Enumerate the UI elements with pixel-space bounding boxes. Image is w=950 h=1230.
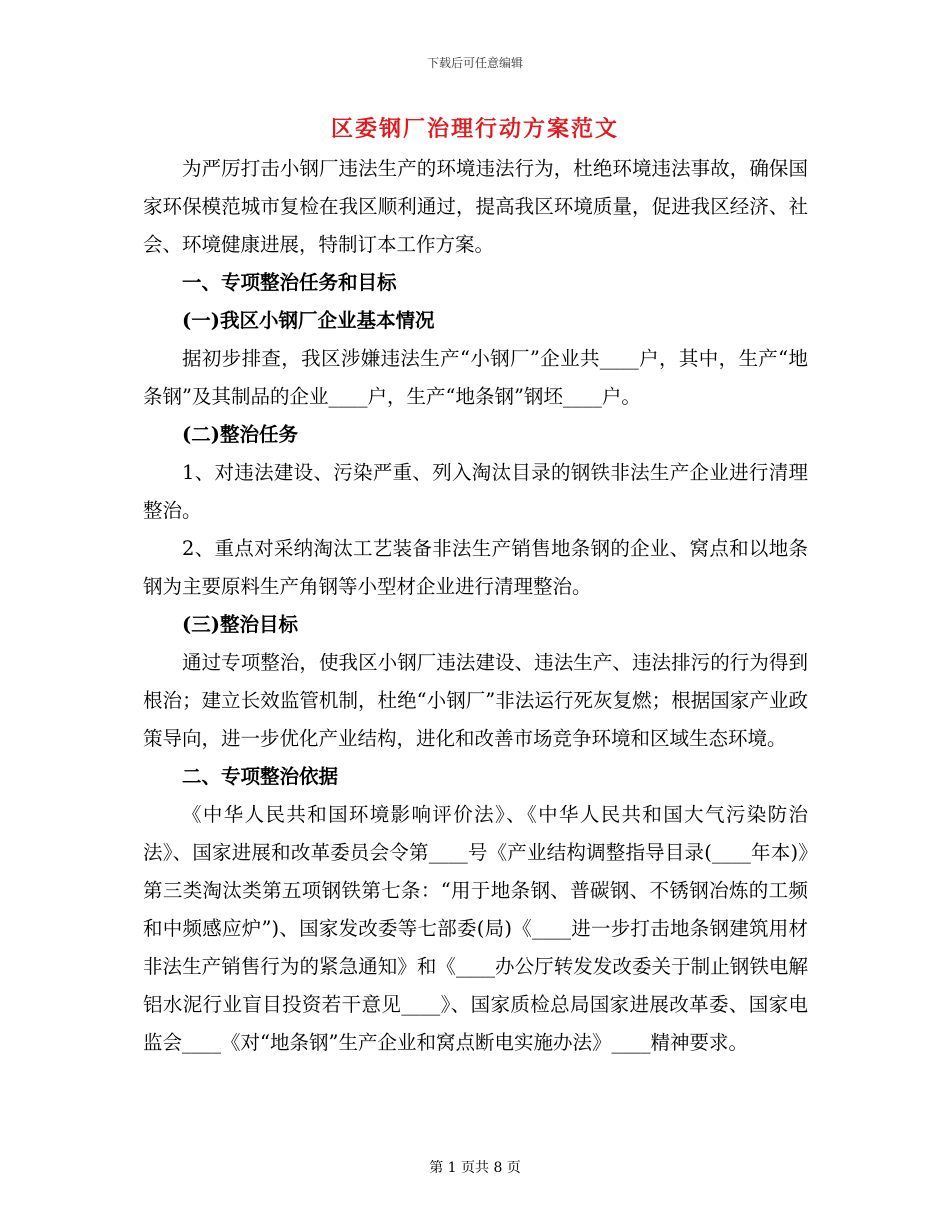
subsection-heading-2: (二)整治任务 [182, 423, 298, 446]
intro-paragraph: 为严厉打击小钢厂违法生产的环境违法行为，杜绝环境违法事故，确保国家环保模范城市复检在我区顺利通过，提高我区环境质量，促进我区经济、社会、环境健康进展，特制订本工作方案。 [143, 157, 808, 256]
task-item-2: 2、重点对采纳淘汰工艺装备非法生产销售地条钢的企业、窝点和以地条钢为主要原料生产角钢等小型材企业进行清理整治。 [143, 537, 808, 598]
section-heading-1: 一、专项整治任务和目标 [182, 271, 397, 294]
page-footer: 第 1 页共 8 页 [429, 1160, 521, 1176]
subsection-3-paragraph: 通过专项整治，使我区小钢厂违法建设、违法生产、违法排污的行为得到根治；建立长效监管机制，杜绝“小钢厂”非法运行死灰复燃；根据国家产业政策导向，进一步优化产业结构，进化和改善市场竞争环境和区域生态环境。 [143, 651, 808, 750]
header-note: 下载后可任意编辑 [426, 56, 523, 70]
subsection-heading-1: (一)我区小钢厂企业基本情况 [182, 309, 435, 332]
task-item-1: 1、对违法建设、污染严重、列入淘汰目录的钢铁非法生产企业进行清理整治。 [143, 461, 808, 522]
subsection-heading-3: (三)整治目标 [182, 613, 298, 636]
section-heading-2: 二、专项整治依据 [182, 765, 339, 788]
section-2-paragraph: 《中华人民共和国环境影响评价法》、《中华人民共和国大气污染防治法》、国家进展和改革委员会令第____号《产业结构调整指导目录(____年本)》第三类淘汰类第五项钢铁第七条：“用于地条钢、普碳钢、不锈钢冶炼的工频和中频感应炉”)、国家发改委等七部委(局)《____进一步打击地条钢建筑用材非法生产销售行为的紧急通知》和《____办公厅转发发改委关于制止钢铁电解铝水泥行业盲目投资若干意见____》、国家质检总局国家进展改革委、国家电监会____《对“地条钢”生产企业和窝点断电实施办法》____精神要求。 [143, 803, 808, 1054]
subsection-1-paragraph: 据初步排查，我区涉嫌违法生产“小钢厂”企业共____户，其中，生产“地条钢”及其制品的企业____户，生产“地条钢”钢坯____户。 [143, 347, 808, 408]
document-body [143, 150, 808, 1062]
document-title: 区委钢厂治理行动方案范文 [330, 116, 619, 142]
